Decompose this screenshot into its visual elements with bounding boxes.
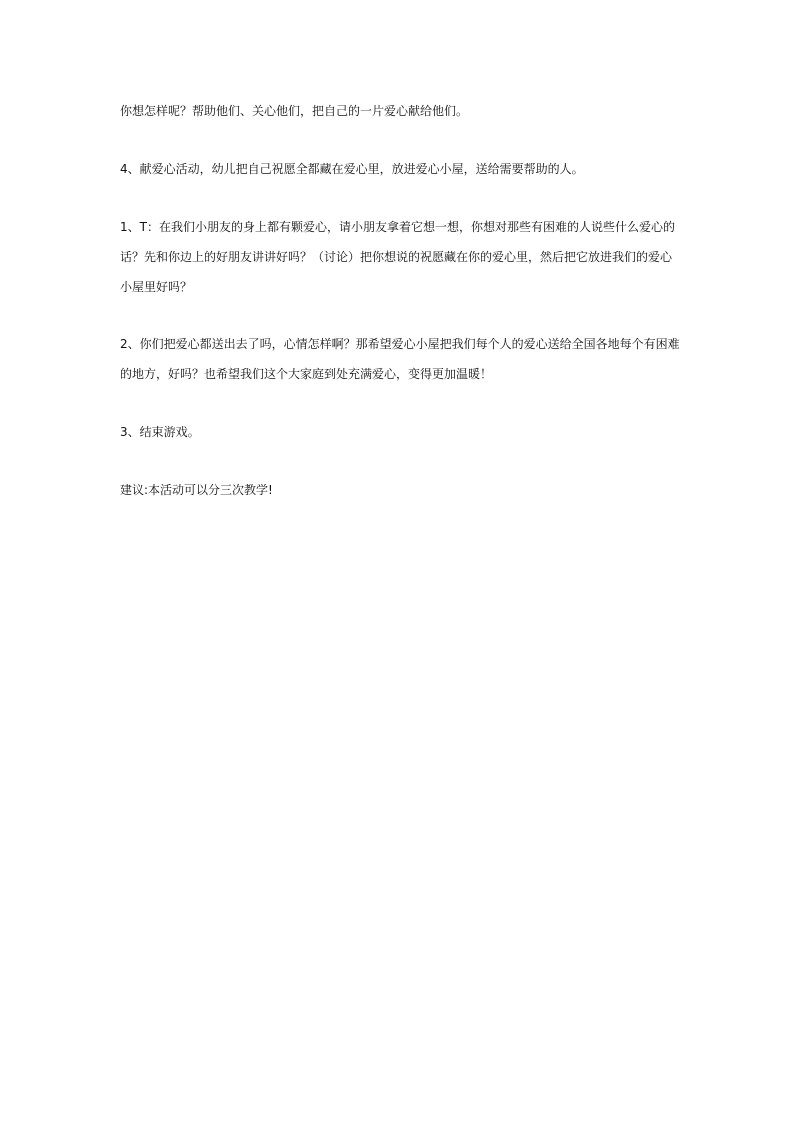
paragraph-step-4-line-1: 4、献爱心活动，幼儿把自己祝愿全都藏在爱心里，放进爱心小屋，送给需要帮助的人。 [120,162,584,176]
paragraph-step-1-line-3: 小屋里好吗？ [120,280,193,294]
paragraph-step-1-line-2: 话？先和你边上的好朋友讲讲好吗？（讨论）把你想说的祝愿藏在你的爱心里，然后把它放进我们的爱心 [120,250,673,264]
paragraph-intro-line-1: 你想怎样呢？帮助他们、关心他们，把自己的一片爱心献给他们。 [120,104,469,118]
paragraph-suggestion-line-1: 建议:本活动可以分三次教学! [120,483,273,497]
paragraph-step-1-line-1: 1、T：在我们小朋友的身上都有颗爱心，请小朋友拿着它想一想，你想对那些有困难的人说些什么爱心的 [120,220,675,234]
paragraph-step-2-line-1: 2、你们把爱心都送出去了吗，心情怎样啊？那希望爱心小屋把我们每个人的爱心送给全国各地每个有困难 [120,337,680,351]
paragraph-step-2-line-2: 的地方，好吗？也希望我们这个大家庭到处充满爱心，变得更加温暖！ [120,367,493,381]
paragraph-step-3-line-1: 3、结束游戏。 [120,425,200,439]
